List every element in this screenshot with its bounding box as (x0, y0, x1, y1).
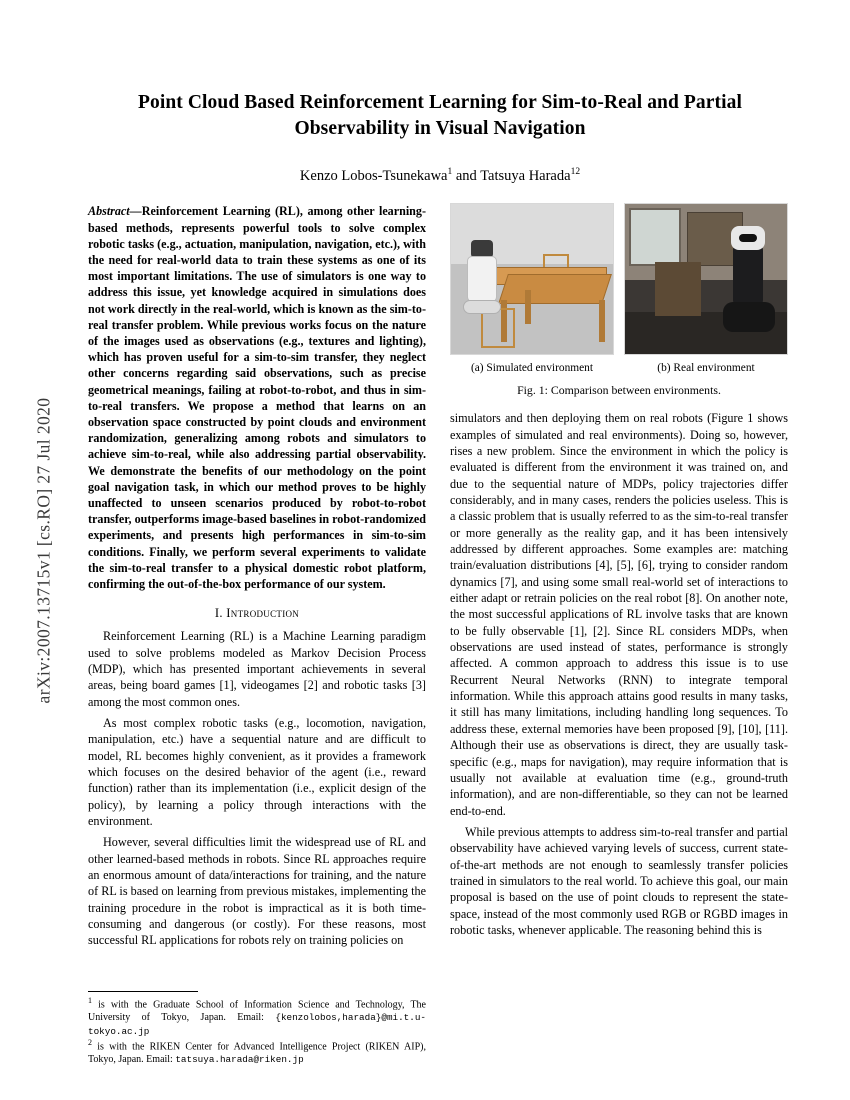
figure-1 (450, 203, 788, 398)
footnote-marker-1: 1 (88, 996, 92, 1006)
footnote-marker-2: 2 (88, 1037, 92, 1047)
author-list (88, 167, 792, 185)
footnote-rule (88, 991, 198, 992)
body-paragraph: However, several difficulties limit the widespread use of RL and other learned-based methods in robots. Since RL approaches require an enormous amount of data/interactions for training, and the nature of RL is based on learning from previous mistakes, implementing the training procedure in the robot is impractical as it is both time-consuming and dangerous (or costly). For these reasons, most successful RL applications for robots rely on training policies on (88, 835, 426, 948)
abstract-text: Reinforcement Learning (RL), among other learning-based methods, represents powerful tools to solve complex robotic tasks (e.g., actuation, manipulation, navigation, etc.), with the need for real-world data to train these systems as one of its most important limitations. The use of simulators is one way to address this issue, yet knowledge acquired in simulations does not work directly in the real-world, which is known as the sim-to-real transfer problem. While previous works focus on the nature of the images used as observations (e.g., textures and lighting), which has proven useful for a sim-to-sim transfer, they neglect other concerns regarding said observations, such as precise geometrical meanings, failing at robot-to-robot, and thus in sim-to-real transfers. We propose a method that learns on an observation space constructed by point clouds and environment randomization, generalizing among robots and simulators to achieve sim-to-real, while also addressing partial observability. We demonstrate the benefits of our methodology on the point goal navigation task, in which our method proves to be highly unaffected to unseen scenarios produced by robot-to-robot transfer, outperforms image-based baselines in robot-randomized experiments, and presents high performances in sim-to-sim conditions. Finally, we perform several experiments to validate the sim-to-real transfer to a physical domestic robot platform, confirming the out-of-the-box performance of our system. (88, 204, 426, 591)
footnote-text-2: is with the RIKEN Center for Advanced Intelligence Project (RIKEN AIP), Tokyo, Japan. Email: (88, 1040, 426, 1065)
footnote-email-2[interactable]: tatsuya.harada@riken.jp (175, 1053, 304, 1065)
paper-page (70, 0, 850, 1100)
author-name-1: Kenzo Lobos-Tsunekawa (299, 168, 448, 185)
abstract-paragraph (88, 203, 426, 592)
section-heading-introduction: I. Introduction (214, 606, 300, 621)
figure-image-row (450, 203, 788, 355)
page-title: Point Cloud Based Reinforcement Learning for Sim-to-Real and Partial Observability in Visual Navigation (137, 92, 743, 139)
footnote-email-1[interactable]: {kenzolobos,harada}@mi.t.u-tokyo.ac.jp (88, 1012, 426, 1037)
figure-subcaption-b: (b) Real environment (657, 362, 755, 375)
figure-caption: Fig. 1: Comparison between environments. (517, 383, 721, 398)
footnotes (88, 991, 426, 1066)
figure-image-simulated-environment (450, 203, 614, 355)
right-column (450, 203, 788, 1063)
figure-subcaption-row (450, 362, 788, 374)
footnote-item-2 (88, 1038, 426, 1066)
figure-image-real-environment (624, 203, 788, 355)
author-affiliation-marker-1: 1 (447, 167, 453, 178)
arxiv-identifier-stamp (14, 0, 74, 1100)
figure-subcaption-a: (a) Simulated environment (470, 362, 594, 375)
left-column (88, 203, 426, 1063)
body-paragraph: As most complex robotic tasks (e.g., locomotion, navigation, manipulation, etc.) have a sequential nature and are difficult to model, RL becomes highly convenient, as it provides a framework which focuses on the desired behavior of the agent (i.e., reward function) rather than its implementation (i.e., explicit design of the policy), by learning a policy through interactions with the environment. (88, 715, 426, 828)
author-affiliation-marker-2: 12 (570, 167, 581, 178)
body-paragraph: While previous attempts to address sim-to-real transfer and partial observability have achieved varying levels of success, current state-of-the-art methods are not enough to seamlessly transfer policies trained in simulators to the real world. To achieve this goal, our main proposal is based on the use of point clouds to represent the state-space, instead of the most commonly used RGB or RGBD images in robotic tasks, whenever applicable. The reasoning behind this is (450, 824, 788, 937)
abstract-label: Abstract— (88, 204, 142, 219)
footnote-text-1: is with the Graduate School of Information Science and Technology, The University of Tokyo, Japan. Email: (88, 999, 426, 1024)
arxiv-identifier-text: arXiv:2007.13715v1 [cs.RO] 27 Jul 2020 (33, 397, 54, 703)
author-conjunction: and (452, 168, 481, 185)
body-paragraph: Reinforcement Learning (RL) is a Machine Learning paradigm used to solve problems modeled as Markov Decision Process (MDP), which has presented important achievements in several areas, being board games [1], videogames [2] and robotic tasks [3] among the most common ones. (88, 629, 426, 709)
two-column-body (88, 203, 792, 1063)
author-name-2: Tatsuya Harada (480, 168, 571, 185)
footnote-item-1 (88, 996, 426, 1037)
body-paragraph: simulators and then deploying them on real robots (Figure 1 shows examples of simulated and real environments). Doing so, however, rises a new problem. Since the environment in which the policy is evaluated is different from the environment it was trained on, and due to the sequential nature of MDPs, policy trajectories differ considerably, and in many cases, renders the policies useless. This is a classic problem that is usually referred to as the sim-to-real transfer or more generally as the reality gap, and it has been intensively addressed by different approaches. Some examples are: matching train/evaluation distributions [4], [5], [6], trying to consider random dynamics [7], and using some small real-world set of interactions to either adapt or retrain policies on the real robot [8]. On another note, the most successful applications of RL involve tasks that are known to be fully observable [1], [2]. Since RL considers MDPs, when observations are used instead of states, performance is strongly affected. A common approach to address this issue is to use Recurrent Neural Networks (RNN) to integrate temporal information. While this approach attains good results in many tasks, it still has many limitations, including handling long sequences. To address these, external memories have been proposed [9], [10], [11]. Although their use as observations is direct, they are usually task-specific (e.g., maps for navigation), may require information that is usually not available at evaluation time (e.g., ground-truth information), and are non-differentiable, so they can not be learned end-to-end. (450, 411, 788, 818)
